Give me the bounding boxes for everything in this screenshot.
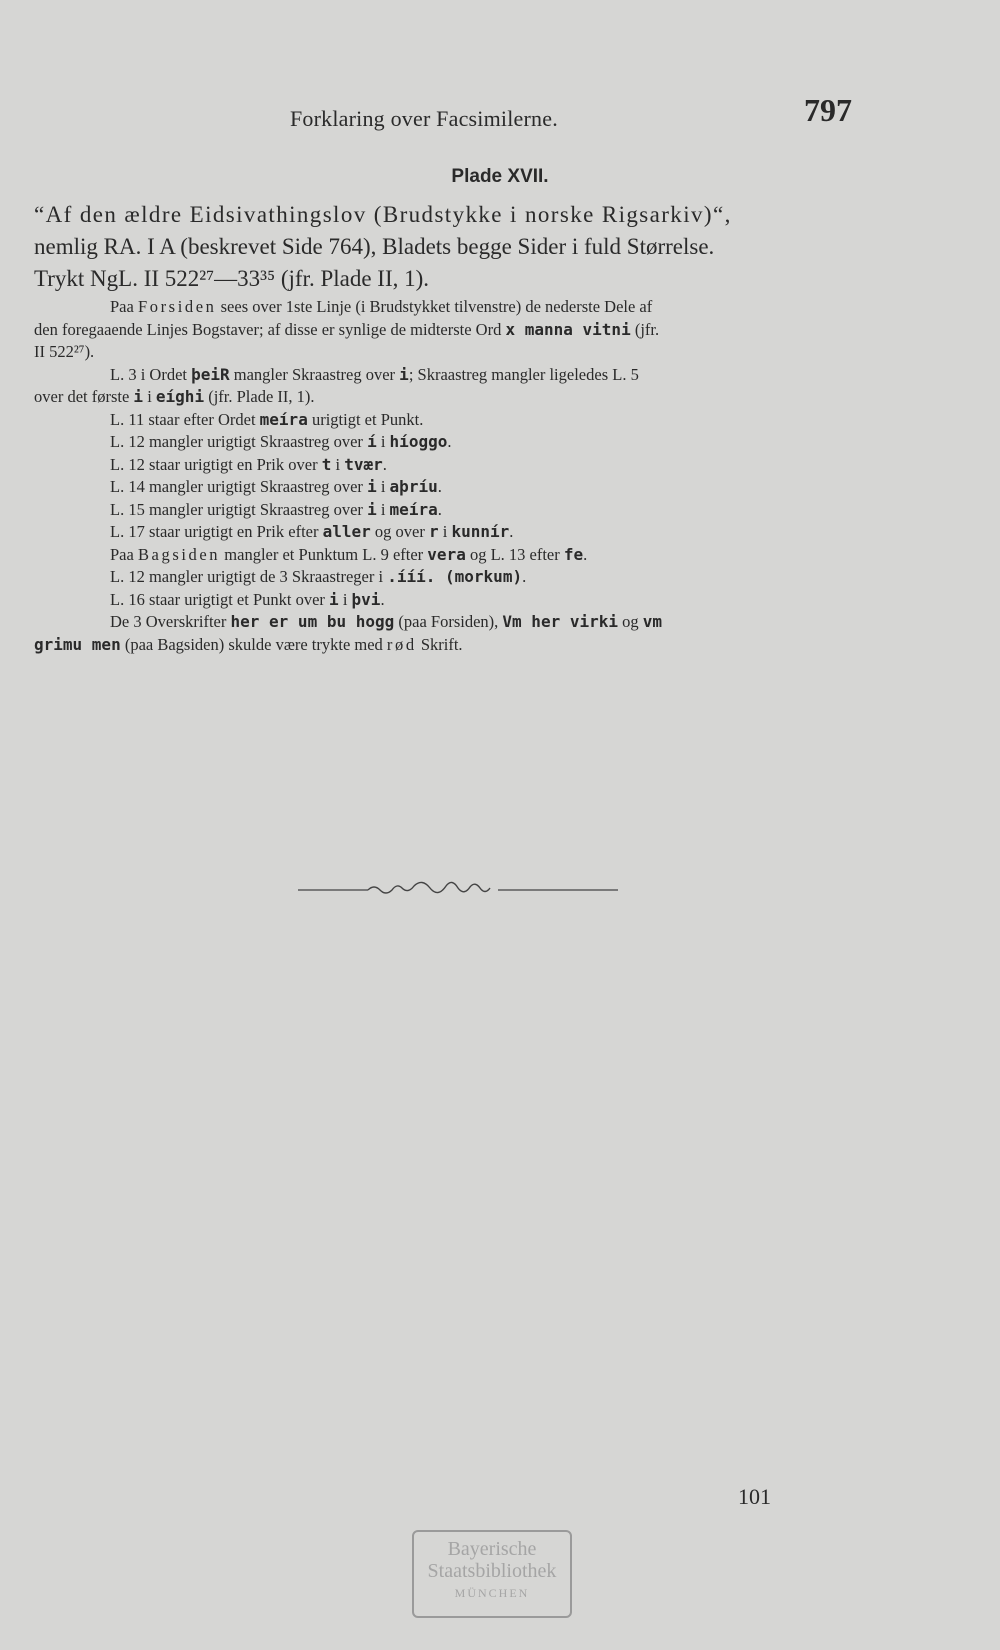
- note-segment: og L. 13 efter: [465, 544, 564, 564]
- note-segment: i: [399, 364, 409, 384]
- note-line: [34, 566, 874, 589]
- note-line: [34, 341, 874, 364]
- note-segment: L. 11 staar efter Ordet: [110, 409, 260, 429]
- note-line: [34, 296, 874, 319]
- note-segment: L. 12 mangler urigtigt Skraastreg over: [110, 432, 368, 451]
- note-segment: sees over 1ste Linje (i Brudstykket tilvenstre) de nederste Dele af: [216, 297, 653, 316]
- note-segment: rød: [386, 634, 417, 654]
- note-segment: aller: [322, 522, 371, 541]
- note-segment: i: [376, 499, 390, 519]
- note-segment: eíghi: [155, 387, 205, 406]
- stamp-line-3: MÜNCHEN: [454, 1586, 530, 1600]
- note-line: [34, 476, 874, 499]
- note-segment: x manna vitni: [505, 319, 631, 339]
- note-segment: i: [376, 432, 390, 451]
- note-segment: Paa: [110, 297, 138, 316]
- note-segment: (jfr.: [630, 319, 660, 339]
- note-line: [34, 589, 874, 612]
- plate-line-3: Trykt NgL. II 522²⁷—33³⁵ (jfr. Plade II, 1).: [34, 266, 430, 291]
- note-segment: her er um bu hogg: [230, 612, 395, 631]
- plate-title: Plade XVII.: [451, 166, 549, 187]
- ornament-divider: [298, 880, 618, 900]
- note-segment: ; Skraastreg mangler ligeledes L. 5: [408, 364, 639, 384]
- note-line: [34, 611, 874, 634]
- note-segment: r: [428, 522, 439, 541]
- note-segment: L. 12 staar urigtigt en Prik over: [110, 454, 322, 474]
- note-segment: meíra: [389, 499, 438, 519]
- note-segment: fe: [563, 544, 584, 564]
- note-segment: i: [331, 454, 345, 474]
- note-segment: t: [321, 454, 332, 474]
- note-line: [34, 364, 874, 387]
- note-segment: .: [380, 589, 385, 609]
- note-segment: L. 12 mangler urigtigt de 3 Skraastreger i: [110, 567, 388, 586]
- note-line: [34, 386, 874, 409]
- note-segment: (paa Bagsiden) skulde være trykte med: [120, 634, 387, 654]
- note-segment: meíra: [259, 409, 308, 429]
- note-segment: þeiR: [191, 364, 230, 384]
- note-segment: II 522²⁷).: [34, 342, 95, 361]
- note-line: [34, 409, 874, 432]
- note-segment: i: [367, 499, 377, 519]
- sheet-number: 101: [738, 1484, 771, 1509]
- note-segment: .: [437, 499, 442, 519]
- note-segment: .ííí. (morkum): [387, 567, 523, 586]
- note-segment: i: [367, 477, 377, 496]
- note-segment: og over: [370, 522, 429, 541]
- note-segment: .: [382, 454, 387, 474]
- note-segment: .: [583, 544, 588, 564]
- note-segment: urigtigt et Punkt.: [307, 409, 424, 429]
- library-stamp: [412, 1530, 572, 1618]
- note-segment: (jfr. Plade II, 1).: [204, 387, 315, 406]
- note-segment: over det første: [34, 387, 134, 406]
- note-line: [34, 431, 874, 454]
- note-line: [34, 521, 874, 544]
- note-segment: vera: [427, 544, 466, 564]
- note-segment: mangler Skraastreg over: [229, 364, 400, 384]
- note-segment: þvi: [351, 589, 381, 609]
- note-segment: De 3 Overskrifter: [110, 612, 231, 631]
- plate-line-1: “Af den ældre Eidsivathingslov (Brudstykke i norske Rigsarkiv)“,: [34, 202, 732, 227]
- plate-line-2: nemlig RA. I A (beskrevet Side 764), Bladets begge Sider i fuld Størrelse.: [34, 234, 715, 259]
- note-line: [34, 634, 874, 657]
- note-segment: í: [367, 432, 377, 451]
- note-segment: kunnír: [451, 522, 510, 541]
- note-segment: Skrift.: [416, 634, 463, 654]
- stamp-line-1: Bayerische: [447, 1538, 537, 1560]
- note-segment: i: [133, 387, 144, 406]
- note-segment: .: [522, 567, 527, 586]
- note-segment: grimu men: [34, 634, 121, 654]
- note-segment: .: [437, 477, 442, 496]
- note-segment: i: [143, 387, 156, 406]
- note-segment: Vm her virki: [502, 612, 618, 631]
- note-segment: i: [338, 589, 352, 609]
- note-segment: L. 17 staar urigtigt en Prik efter: [110, 522, 323, 541]
- note-segment: Paa: [110, 544, 138, 564]
- note-segment: i: [438, 522, 452, 541]
- note-segment: i: [376, 477, 390, 496]
- page-number: 797: [804, 92, 852, 128]
- note-segment: (paa Forsiden),: [394, 612, 503, 631]
- note-segment: L. 15 mangler urigtigt Skraastreg over: [110, 499, 368, 519]
- note-segment: den foregaaende Linjes Bogstaver; af disse er synlige de midterste Ord: [34, 319, 506, 339]
- note-segment: tvær: [344, 454, 383, 474]
- note-segment: Bagsiden: [137, 544, 221, 564]
- note-line: [34, 499, 874, 522]
- note-segment: og: [618, 612, 643, 631]
- note-line: [34, 319, 874, 342]
- note-segment: L. 16 staar urigtigt et Punkt over: [110, 589, 330, 609]
- note-segment: mangler et Punktum L. 9 efter: [220, 544, 428, 564]
- note-segment: Forsiden: [137, 297, 217, 316]
- notes-block: [34, 296, 874, 656]
- note-segment: .: [509, 522, 514, 541]
- note-segment: L. 14 mangler urigtigt Skraastreg over: [110, 477, 368, 496]
- note-segment: i: [329, 589, 339, 609]
- note-segment: L. 3 i Ordet: [110, 364, 192, 384]
- note-line: [34, 544, 874, 567]
- note-segment: vm: [642, 612, 663, 631]
- note-segment: aþríu: [389, 477, 438, 496]
- note-segment: híoggo: [389, 432, 448, 451]
- stamp-line-2: Staatsbibliothek: [427, 1560, 557, 1582]
- note-line: [34, 454, 874, 477]
- note-segment: .: [447, 432, 452, 451]
- running-title: Forklaring over Facsimilerne.: [290, 106, 558, 131]
